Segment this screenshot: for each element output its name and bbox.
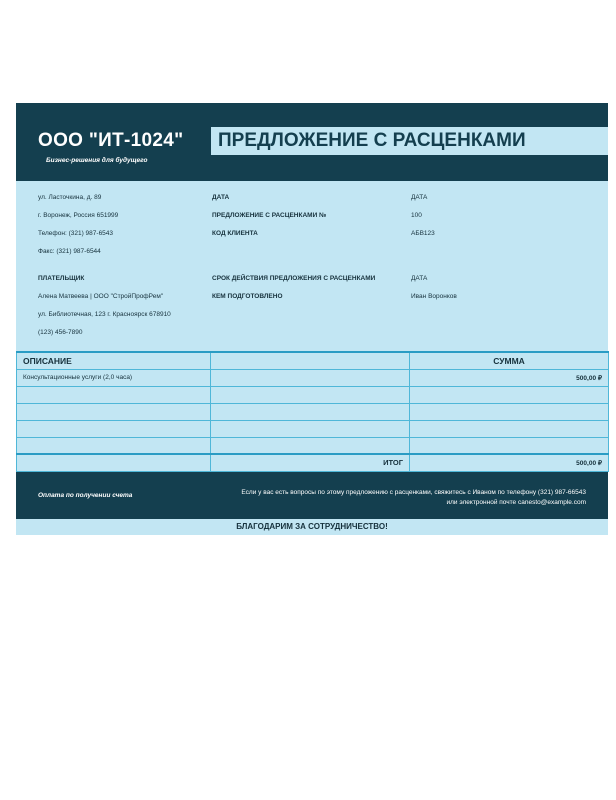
client-code-value: АБВ123 bbox=[411, 230, 435, 237]
contact-line-2: или электронной почте canesto@example.com bbox=[446, 498, 586, 506]
table-row-empty bbox=[17, 386, 609, 403]
payer-label: ПЛАТЕЛЬЩИК bbox=[38, 275, 85, 282]
row-amount: 500,00 ₽ bbox=[410, 369, 609, 386]
quote-number-value: 100 bbox=[411, 212, 422, 219]
contact-line-1: Если у вас есть вопросы по этому предложению с расценками, свяжитесь с Иваном по телефону (321) 987-66543 bbox=[241, 488, 586, 496]
document-header bbox=[16, 103, 608, 181]
payer-name: Алена Матвеева | ООО "СтройПрофРем" bbox=[38, 293, 164, 300]
valid-until-value: ДАТА bbox=[411, 275, 428, 282]
company-phone: Телефон: (321) 987-6543 bbox=[38, 230, 114, 237]
info-section bbox=[16, 181, 608, 351]
spacer-header bbox=[211, 352, 410, 369]
total-row bbox=[17, 454, 609, 471]
client-code-label: КОД КЛИЕНТА bbox=[212, 230, 258, 237]
table-header-row bbox=[17, 352, 609, 369]
row-spacer bbox=[211, 369, 410, 386]
amount-header: СУММА bbox=[410, 352, 609, 369]
company-address: ул. Ласточкина, д. 89 bbox=[38, 194, 102, 201]
prepared-by-value: Иван Воронков bbox=[411, 293, 457, 300]
total-value: 500,00 ₽ bbox=[410, 454, 609, 471]
quote-document bbox=[16, 103, 608, 535]
table-row-empty bbox=[17, 403, 609, 420]
table-row bbox=[17, 369, 609, 386]
prepared-by-label: КЕМ ПОДГОТОВЛЕНО bbox=[212, 293, 283, 300]
company-fax: Факс: (321) 987-6544 bbox=[38, 248, 101, 255]
quote-number-label: ПРЕДЛОЖЕНИЕ С РАСЦЕНКАМИ № bbox=[212, 212, 327, 219]
document-footer bbox=[16, 472, 608, 519]
total-spacer bbox=[17, 454, 211, 471]
description-header: ОПИСАНИЕ bbox=[17, 352, 211, 369]
row-description: Консультационные услуги (2,0 часа) bbox=[17, 369, 211, 386]
document-title: ПРЕДЛОЖЕНИЕ С РАСЦЕНКАМИ bbox=[211, 127, 608, 155]
payment-terms: Оплата по получении счета bbox=[38, 491, 133, 499]
company-city: г. Воронеж, Россия 651999 bbox=[38, 212, 119, 219]
company-name: ООО "ИТ-1024" bbox=[38, 130, 184, 151]
table-row-empty bbox=[17, 437, 609, 454]
payer-address: ул. Библиотечная, 123 г. Красноярск 678910 bbox=[38, 311, 171, 318]
date-label: ДАТА bbox=[212, 194, 230, 201]
table-row-empty bbox=[17, 420, 609, 437]
total-label: ИТОГ bbox=[211, 454, 410, 471]
company-tagline: Бизнес-решения для будущего bbox=[46, 157, 148, 164]
items-table bbox=[16, 351, 609, 472]
thank-you-banner: БЛАГОДАРИМ ЗА СОТРУДНИЧЕСТВО! bbox=[16, 519, 608, 535]
date-value: ДАТА bbox=[411, 194, 428, 201]
payer-phone: (123) 456-7890 bbox=[38, 329, 83, 336]
valid-until-label: СРОК ДЕЙСТВИЯ ПРЕДЛОЖЕНИЯ С РАСЦЕНКАМИ bbox=[212, 275, 376, 282]
contact-info bbox=[241, 488, 586, 508]
